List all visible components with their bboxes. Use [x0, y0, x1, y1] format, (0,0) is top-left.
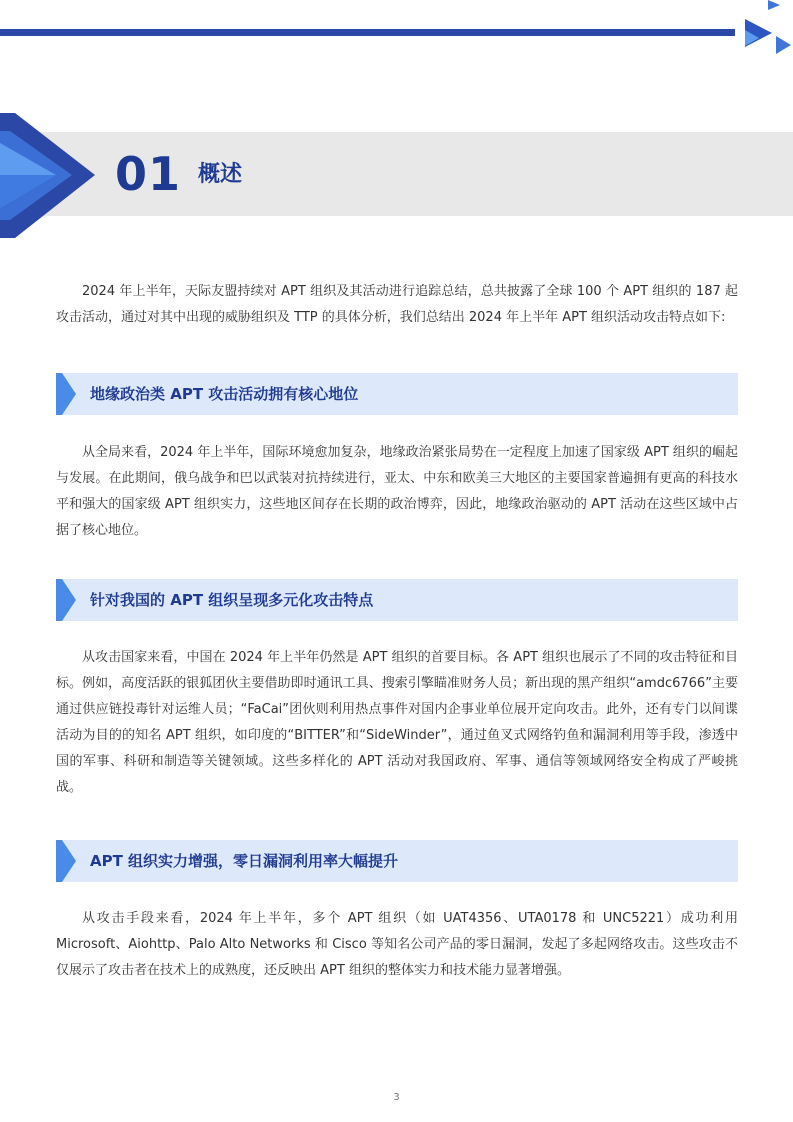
triangle-arrow-icon — [735, 0, 793, 60]
subheading-title: 地缘政治类 APT 攻击活动拥有核心地位 — [90, 385, 359, 403]
subheading-arrow-icon — [56, 579, 76, 621]
body-paragraph: 从攻击国家来看，中国在 2024 年上半年仍然是 APT 组织的首要目标。各 APT 组织也展示了不同的攻击特征和目标。例如，高度活跃的银狐团伙主要借助即时通讯工具、搜索引擎瞄准财务人员；新出现的黑产组织“amdc6766”主要通过供应链投毒针对运维人员；“FaCai”团伙则利用热点事件对国内企事业单位展开定向攻击。此外，还有专门以间谍活动为目的的知名 APT 组织，如印度的“BITTER”和“SideWinder”，通过鱼叉式网络钓鱼和漏洞利用等手段，渗透中国的军事、科研和制造等关键领域。这些多样化的 APT 活动对我国政府、军事、通信等领域网络安全构成了严峻挑战。 — [56, 650, 738, 795]
subheading-bar — [56, 373, 738, 415]
section-title: 概述 — [198, 162, 243, 187]
subheading-bar — [56, 579, 738, 621]
body-paragraph: 从攻击手段来看，2024 年上半年，多个 APT 组织（如 UAT4356、UTA0178 和 UNC5221）成功利用 Microsoft、Aiohttp、Palo Alto Networks 和 Cisco 等知名公司产品的零日漏洞，发起了多起网络攻击。这些攻击不仅展示了攻击者在技术上的成熟度，还反映出 APT 组织的整体实力和技术能力显著增强。 — [56, 911, 738, 978]
section-chevron-icon — [0, 113, 95, 238]
top-rule — [0, 29, 735, 36]
subheading-bar — [56, 840, 738, 882]
section-number: 01 — [115, 147, 182, 201]
page-number: 3 — [393, 1092, 400, 1103]
subheading-title: APT 组织实力增强，零日漏洞利用率大幅提升 — [90, 852, 399, 870]
subheading-title: 针对我国的 APT 组织呈现多元化攻击特点 — [90, 591, 374, 609]
subheading-arrow-icon — [56, 840, 76, 882]
intro-paragraph: 2024 年上半年，天际友盟持续对 APT 组织及其活动进行追踪总结，总共披露了全球 100 个 APT 组织的 187 起攻击活动，通过对其中出现的威胁组织及 TTP 的具体分析，我们总结出 2024 年上半年 APT 组织活动攻击特点如下: — [56, 284, 738, 325]
subheading-arrow-icon — [56, 373, 76, 415]
body-paragraph: 从全局来看，2024 年上半年，国际环境愈加复杂，地缘政治紧张局势在一定程度上加速了国家级 APT 组织的崛起与发展。在此期间，俄乌战争和巴以武装对抗持续进行，亚太、中东和欧美三大地区的主要国家普遍拥有更高的科技水平和强大的国家级 APT 组织实力，这些地区间存在长期的政治博弈，因此，地缘政治驱动的 APT 活动在这些区域中占据了核心地位。 — [56, 445, 738, 538]
